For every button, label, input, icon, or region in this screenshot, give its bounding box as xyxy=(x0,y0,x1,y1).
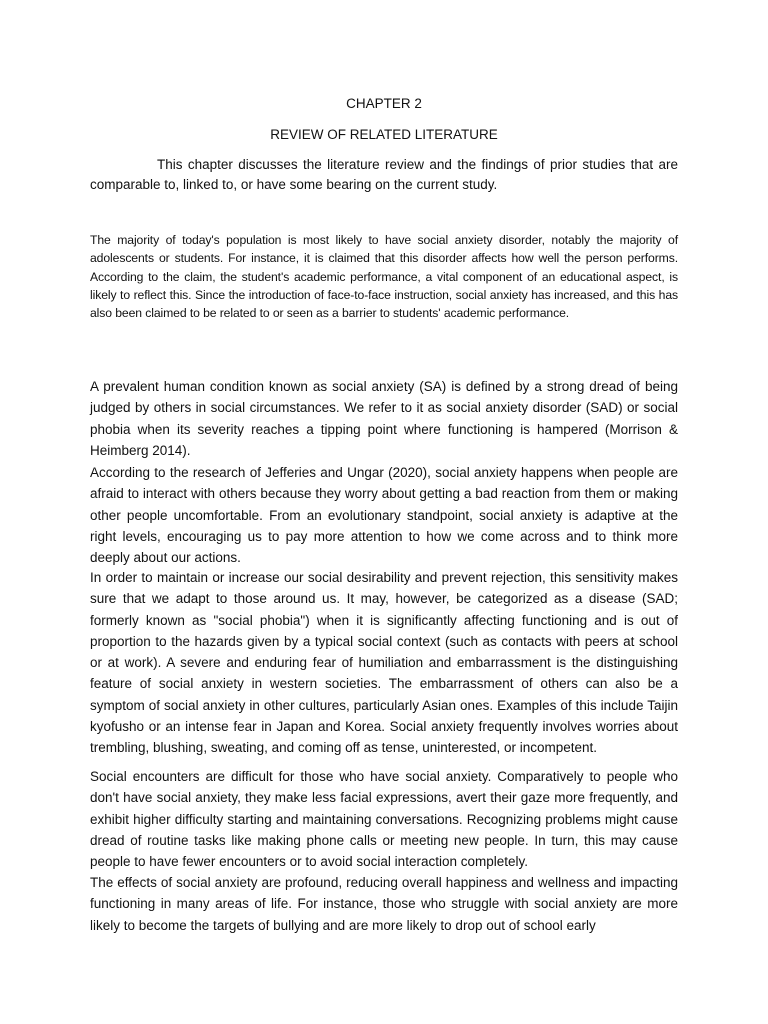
body-paragraph-1: A prevalent human condition known as social anxiety (SA) is defined by a strong dread of being judged by others in social circumstances. We refer to it as social anxiety disorder (SAD) or social phobia when its severity reaches a tipping point where functioning is hampered (Morrison & Heimberg 2014). xyxy=(90,379,678,458)
body-paragraph-3: In order to maintain or increase our social desirability and prevent rejection, this sensitivity makes sure that we adapt to those around us. It may, however, be categorized as a disease (SAD; formerly known as "social phobia") when it is significantly affecting functioning and is out of proportion to the hazards given by a typical social context (such as contacts with peers at school or at work). A severe and enduring fear of humiliation and embarrassment is the distinguishing feature of social anxiety in western societies. The embarrassment of others can also be a symptom of social anxiety in other cultures, particularly Asian ones. Examples of this include Taijin kyofusho or an intense fear in Japan and Korea. Social anxiety frequently involves worries about trembling, blushing, sweating, and coming off as tense, uninterested, or incompetent. xyxy=(90,570,678,756)
body-paragraph-2: According to the research of Jefferies and Ungar (2020), social anxiety happens when people are afraid to interact with others because they worry about getting a bad reaction from them or making other people uncomfortable. From an evolutionary standpoint, social anxiety is adaptive at the right levels, encouraging us to pay more attention to how we come across and to think more deeply about our actions. xyxy=(90,465,678,566)
chapter-title: REVIEW OF RELATED LITERATURE xyxy=(270,127,498,142)
summary-paragraph: The majority of today's population is most likely to have social anxiety disorder, notably the majority of adolescents or students. For instance, it is claimed that this disorder affects how well the person performs. According to the claim, the student's academic performance, a vital component of an educational aspect, is likely to reflect this. Since the introduction of face-to-face instruction, social anxiety has increased, and this has also been claimed to be related to or seen as a barrier to students' academic performance. xyxy=(90,233,678,321)
intro-paragraph: This chapter discusses the literature review and the findings of prior studies that are comparable to, linked to, or have some bearing on the current study. xyxy=(90,157,678,192)
chapter-number: CHAPTER 2 xyxy=(346,96,422,111)
body-paragraph-4: Social encounters are difficult for those who have social anxiety. Comparatively to people who don't have social anxiety, they make less facial expressions, avert their gaze more frequently, and exhibit higher difficulty starting and maintaining conversations. Recognizing problems might cause dread of routine tasks like making phone calls or meeting new people. In turn, this may cause people to have fewer encounters or to avoid social interaction completely. xyxy=(90,769,678,870)
body-paragraph-5: The effects of social anxiety are profound, reducing overall happiness and wellness and impacting functioning in many areas of life. For instance, those who struggle with social anxiety are more likely to become the targets of bullying and are more likely to drop out of school early xyxy=(90,875,678,933)
